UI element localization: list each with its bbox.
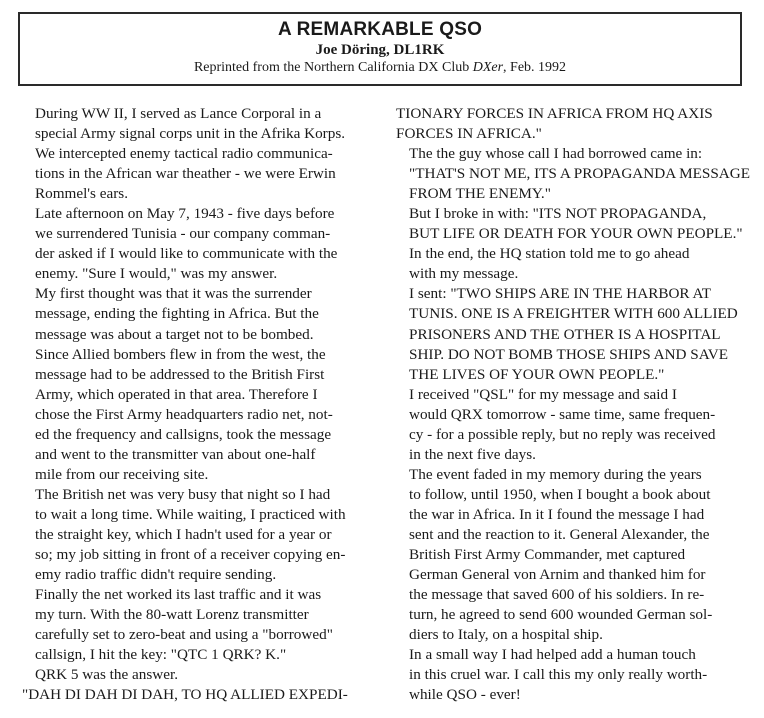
text-line: to follow, until 1950, when I bought a book about: [409, 485, 711, 503]
text-line: my turn. With the 80-watt Lorenz transmitter: [35, 606, 309, 624]
text-line: cy - for a possible reply, but no reply was received: [409, 425, 716, 443]
text-line: special Army signal corps unit in the Afrika Korps.: [35, 125, 346, 143]
text-line: TIONARY FORCES IN AFRICA FROM HQ AXIS: [396, 105, 713, 122]
text-line: to wait a long time. While waiting, I practiced with: [35, 505, 346, 523]
text-line: carefully set to zero-beat and using a "borrowed": [35, 626, 333, 644]
text-line: TUNIS. ONE IS A FREIGHTER WITH 600 ALLIED: [409, 305, 738, 323]
text-line: message, ending the fighting in Africa. But the: [35, 305, 319, 323]
text-line: enemy. "Sure I would," was my answer.: [35, 265, 278, 283]
paragraph: [396, 645, 750, 705]
text-line: Rommel's ears.: [35, 185, 129, 203]
text-line: ed the frequency and callsigns, took the message: [35, 425, 332, 443]
text-line: I received "QSL" for my message and said I: [409, 385, 677, 403]
text-line: But I broke in with: "ITS NOT PROPAGANDA,: [409, 205, 707, 223]
text-line: Since Allied bombers flew in from the west, the: [35, 345, 326, 363]
text-line: with my message.: [409, 265, 519, 283]
text-line: in the next five days.: [409, 445, 536, 463]
text-line: BUT LIFE OR DEATH FOR YOUR OWN PEOPLE.": [409, 225, 743, 243]
text-line: diers to Italy, on a hospital ship.: [409, 626, 603, 644]
paragraph: [396, 385, 750, 465]
article-title: A REMARKABLE QSO: [277, 19, 483, 40]
text-line: we surrendered Tunisia - our company comman-: [35, 225, 331, 243]
text-line: We intercepted enemy tactical radio communica-: [35, 145, 333, 163]
text-line: THE LIVES OF YOUR OWN PEOPLE.": [409, 365, 665, 383]
text-line: In a small way I had helped add a human touch: [409, 646, 696, 664]
paragraph: [22, 104, 376, 204]
text-line: emy radio traffic didn't require sending.: [35, 566, 277, 584]
text-line: the message that saved 600 of his soldiers. In re-: [409, 586, 705, 604]
text-line: message had to be addressed to the British First: [35, 365, 325, 383]
text-line: turn, he agreed to send 600 wounded German sol-: [409, 606, 713, 624]
right-column: [396, 104, 750, 705]
text-line: The British net was very busy that night so I had: [35, 485, 331, 503]
paragraph: [22, 685, 376, 705]
text-line: so; my job sitting in front of a receiver copying en-: [35, 546, 346, 564]
text-line: The event faded in my memory during the years: [409, 465, 702, 483]
text-line: chose the First Army headquarters radio net, not-: [35, 405, 333, 423]
text-line: SHIP. DO NOT BOMB THOSE SHIPS AND SAVE: [409, 345, 729, 363]
text-line: Army, which operated in that area. Therefore I: [35, 385, 318, 403]
left-column: [22, 104, 376, 705]
text-line: mile from our receiving site.: [35, 465, 209, 483]
article-header-box: [18, 12, 742, 86]
text-line: "THAT'S NOT ME, ITS A PROPAGANDA MESSAGE: [409, 165, 751, 183]
article-source-line: [20, 60, 740, 76]
text-line: and went to the transmitter van about one-half: [35, 445, 316, 463]
paragraph: [396, 104, 750, 144]
text-line: callsign, I hit the key: "QTC 1 QRK? K.": [35, 646, 287, 664]
text-line: tions in the African war theather - we were Erwin: [35, 165, 336, 183]
text-line: British First Army Commander, met captured: [409, 546, 686, 564]
source-prefix: Reprinted from the Northern California DX Club: [193, 60, 473, 75]
paragraph: [22, 485, 376, 585]
paragraph: [22, 665, 376, 685]
text-line: My first thought was that it was the surrender: [35, 285, 312, 303]
text-line: FROM THE ENEMY.": [409, 185, 551, 203]
text-line: During WW II, I served as Lance Corporal in a: [35, 105, 322, 122]
text-line: Finally the net worked its last traffic and it was: [35, 586, 322, 604]
paragraph: [22, 204, 376, 284]
paragraph: [22, 345, 376, 485]
text-line: the war in Africa. In it I found the message I had: [409, 505, 705, 523]
text-line: "DAH DI DAH DI DAH, TO HQ ALLIED EXPEDI-: [22, 686, 348, 704]
text-line: The the guy whose call I had borrowed came in:: [409, 145, 703, 163]
text-line: Late afternoon on May 7, 1943 - five days before: [35, 205, 335, 223]
text-line: I sent: "TWO SHIPS ARE IN THE HARBOR AT: [409, 285, 712, 303]
paragraph: [22, 284, 376, 344]
text-line: der asked if I would like to communicate with the: [35, 245, 338, 263]
text-line: PRISONERS AND THE OTHER IS A HOSPITAL: [409, 325, 721, 343]
source-publication: DXer: [472, 60, 504, 75]
article-author: Joe Döring, DL1RK: [315, 42, 445, 58]
source-suffix: , Feb. 1992: [503, 60, 567, 75]
text-line: In the end, the HQ station told me to go ahead: [409, 245, 690, 263]
text-line: sent and the reaction to it. General Alexander, the: [409, 525, 710, 543]
text-line: the straight key, which I hadn't used for a year or: [35, 525, 332, 543]
text-line: FORCES IN AFRICA.": [396, 125, 542, 143]
text-line: German General von Arnim and thanked him for: [409, 566, 706, 584]
paragraph: [396, 144, 750, 204]
text-line: in this cruel war. I call this my only really worth-: [409, 666, 708, 684]
paragraph: [22, 585, 376, 665]
paragraph: [396, 465, 750, 645]
text-line: QRK 5 was the answer.: [35, 666, 178, 684]
paragraph: [396, 284, 750, 384]
text-line: would QRX tomorrow - same time, same frequen-: [409, 405, 716, 423]
text-line: message was about a target not to be bombed.: [35, 325, 314, 343]
paragraph: [396, 204, 750, 284]
text-line: while QSO - ever!: [409, 686, 521, 704]
